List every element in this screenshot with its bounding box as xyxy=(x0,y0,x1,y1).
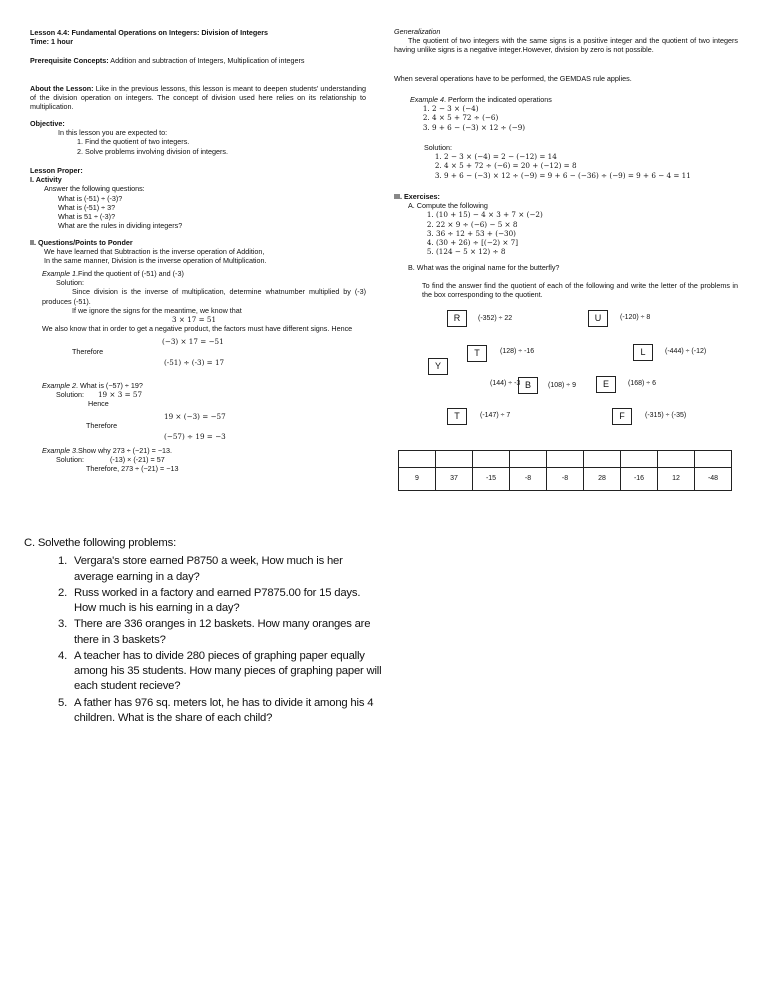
puzzle-expression: (-147) ÷ 7 xyxy=(480,412,511,419)
problem-item: 4. A teacher has to divide 280 pieces of graphing paper equally among his 35 students. How many pieces of graphing paper will each student recieve? xyxy=(70,649,384,695)
generalization: Generalization The quotient of two integers with the same signs is a positive integer and the quotient of two integers having unlike signs is a negative integer.However, division by zero is not possible. xyxy=(394,27,738,55)
gemdas-rule: When several operations have to be performed, the GEMDAS rule applies. xyxy=(394,74,632,83)
answer-table xyxy=(398,450,732,491)
answer-cell[interactable] xyxy=(621,451,658,468)
example-2: Example 2. What is (−57) ÷ 19? Solution: 19 × 3 = 57 Hence 19 × (−3) = −57 Therefore (−57) ÷ 19 = −3 xyxy=(42,381,226,442)
answer-value: 12 xyxy=(658,468,695,491)
answer-value: -16 xyxy=(621,468,658,491)
letter-box: L xyxy=(633,344,653,361)
puzzle-expression: (128) ÷ -16 xyxy=(500,348,535,355)
prerequisite: Prerequisite Concepts: Addition and subtraction of Integers, Multiplication of integers xyxy=(30,56,305,65)
ponder-section: II. Questions/Points to Ponder We have learned that Subtraction is the inverse operation of Addition, In the same manner, Division is the inverse operation of Multiplication. xyxy=(30,238,267,266)
answer-cell[interactable] xyxy=(473,451,510,468)
answer-cell[interactable] xyxy=(584,451,621,468)
answer-cell[interactable] xyxy=(547,451,584,468)
example-1: Example 1.Find the quotient of (-51) and (-3) Solution: Since division is the inverse of multiplication, determine whatnumber multiplied by (-3) produces (-51). If we ignore the signs for the meantime, we know that 3 × 17 = 51 We also know that in order to get a negative product, the factors must have different signs. Hence (−3) × 17 = −51 Therefore (-51) ÷ (-3) = 17 xyxy=(42,269,366,367)
problem-item: 3. There are 336 oranges in 12 baskets. How many oranges are there in 3 baskets? xyxy=(70,617,384,648)
puzzle-expression: (108) ÷ 9 xyxy=(548,382,576,389)
answer-cell[interactable] xyxy=(399,451,436,468)
example-4-solution: Solution: 1. 2 − 3 × (−4) = 2 − (−12) = 14 2. 4 × 5 + 72 ÷ (−6) = 20 + (−12) = 8 3. 9 + 6 − (−3) × 12 ÷ (−9) = 9 + 6 − (−36) ÷ (−9) = 9 + 6 − 4 = 11 xyxy=(424,143,691,180)
table-row xyxy=(399,468,732,491)
answer-cell[interactable] xyxy=(695,451,732,468)
answer-value: 37 xyxy=(436,468,473,491)
answer-value: 28 xyxy=(584,468,621,491)
problem-item: 5. A father has 976 sq. meters lot, he has to divide it among his 4 children. What is the share of each child? xyxy=(70,696,384,727)
puzzle-expression: (-120) ÷ 8 xyxy=(620,314,651,321)
letter-box: E xyxy=(596,376,616,393)
objective: Objective: In this lesson you are expected to: 1. Find the quotient of two integers. 2. Solve problems involving division of integers. xyxy=(30,119,228,156)
letter-box: F xyxy=(612,408,632,425)
lesson-title: Lesson 4.4: Fundamental Operations on Integers: Division of Integers Time: 1 hour xyxy=(30,28,269,47)
puzzle-expression: (144) ÷ -3 xyxy=(490,380,521,387)
table-row xyxy=(399,451,732,468)
about-lesson: About the Lesson: Like in the previous lessons, this lesson is meant to deepen students' understanding of the division operation on integers. The concept of division used here relies on its relationship to multiplication. xyxy=(30,84,366,112)
answer-cell[interactable] xyxy=(510,451,547,468)
problem-item: 1. Vergara's store earned P8750 a week, How much is her average earning in a day? xyxy=(70,554,384,585)
exercise-b-question: B. What was the original name for the butterfly? xyxy=(408,263,560,272)
example-3: Example 3.Show why 273 ÷ (−21) = −13. Solution: (-13) × (-21) = 57 Therefore, 273 ÷ (−21) = −13 xyxy=(42,446,179,474)
exercises: III. Exercises: A. Compute the following 1. (10 + 15) − 4 × 3 + 7 × (−2) 2. 22 × 9 ÷ (−6) − 5 × 8 3. 36 ÷ 12 + 53 + (−30) 4. (30 + 26) ÷ [(−2) × 7] 5. (124 − 5 × 12) ÷ 8 xyxy=(394,192,543,257)
answer-cell[interactable] xyxy=(658,451,695,468)
puzzle-expression: (-315) ÷ (-35) xyxy=(645,412,687,419)
problem-item: 2. Russ worked in a factory and earned P7875.00 for 15 days. How much is his earning in a day? xyxy=(70,586,384,617)
letter-box: T xyxy=(447,408,467,425)
letter-box: Y xyxy=(428,358,448,375)
section-c-problems xyxy=(24,536,384,727)
puzzle-expression: (-444) ÷ (-12) xyxy=(665,348,707,355)
section-c-title: C. Solvethe following problems: xyxy=(24,537,177,549)
letter-box: U xyxy=(588,310,608,327)
exercise-b-instructions: To find the answer find the quotient of each of the following and write the letter of the problems in the box corresponding to the quotient. xyxy=(422,281,738,300)
example-4: Example 4. Perform the indicated operations 1. 2 − 3 × (−4) 2. 4 × 5 + 72 ÷ (−6) 3. 9 + 6 − (−3) × 12 ÷ (−9) xyxy=(410,95,552,132)
puzzle-expression: (-352) ÷ 22 xyxy=(478,315,513,322)
letter-box: R xyxy=(447,310,467,327)
answer-value: -15 xyxy=(473,468,510,491)
answer-value: -8 xyxy=(547,468,584,491)
lesson-proper: Lesson Proper: I. Activity Answer the following questions: What is (-51) ÷ (-3)? What is (-51) ÷ 3? What is 51 ÷ (-3)? What are the rules in dividing integers? xyxy=(30,166,183,231)
answer-value: -8 xyxy=(510,468,547,491)
answer-value: -48 xyxy=(695,468,732,491)
answer-cell[interactable] xyxy=(436,451,473,468)
puzzle-expression: (168) ÷ 6 xyxy=(628,380,656,387)
letter-box: T xyxy=(467,345,487,362)
answer-value: 9 xyxy=(399,468,436,491)
letter-box: B xyxy=(518,377,538,394)
